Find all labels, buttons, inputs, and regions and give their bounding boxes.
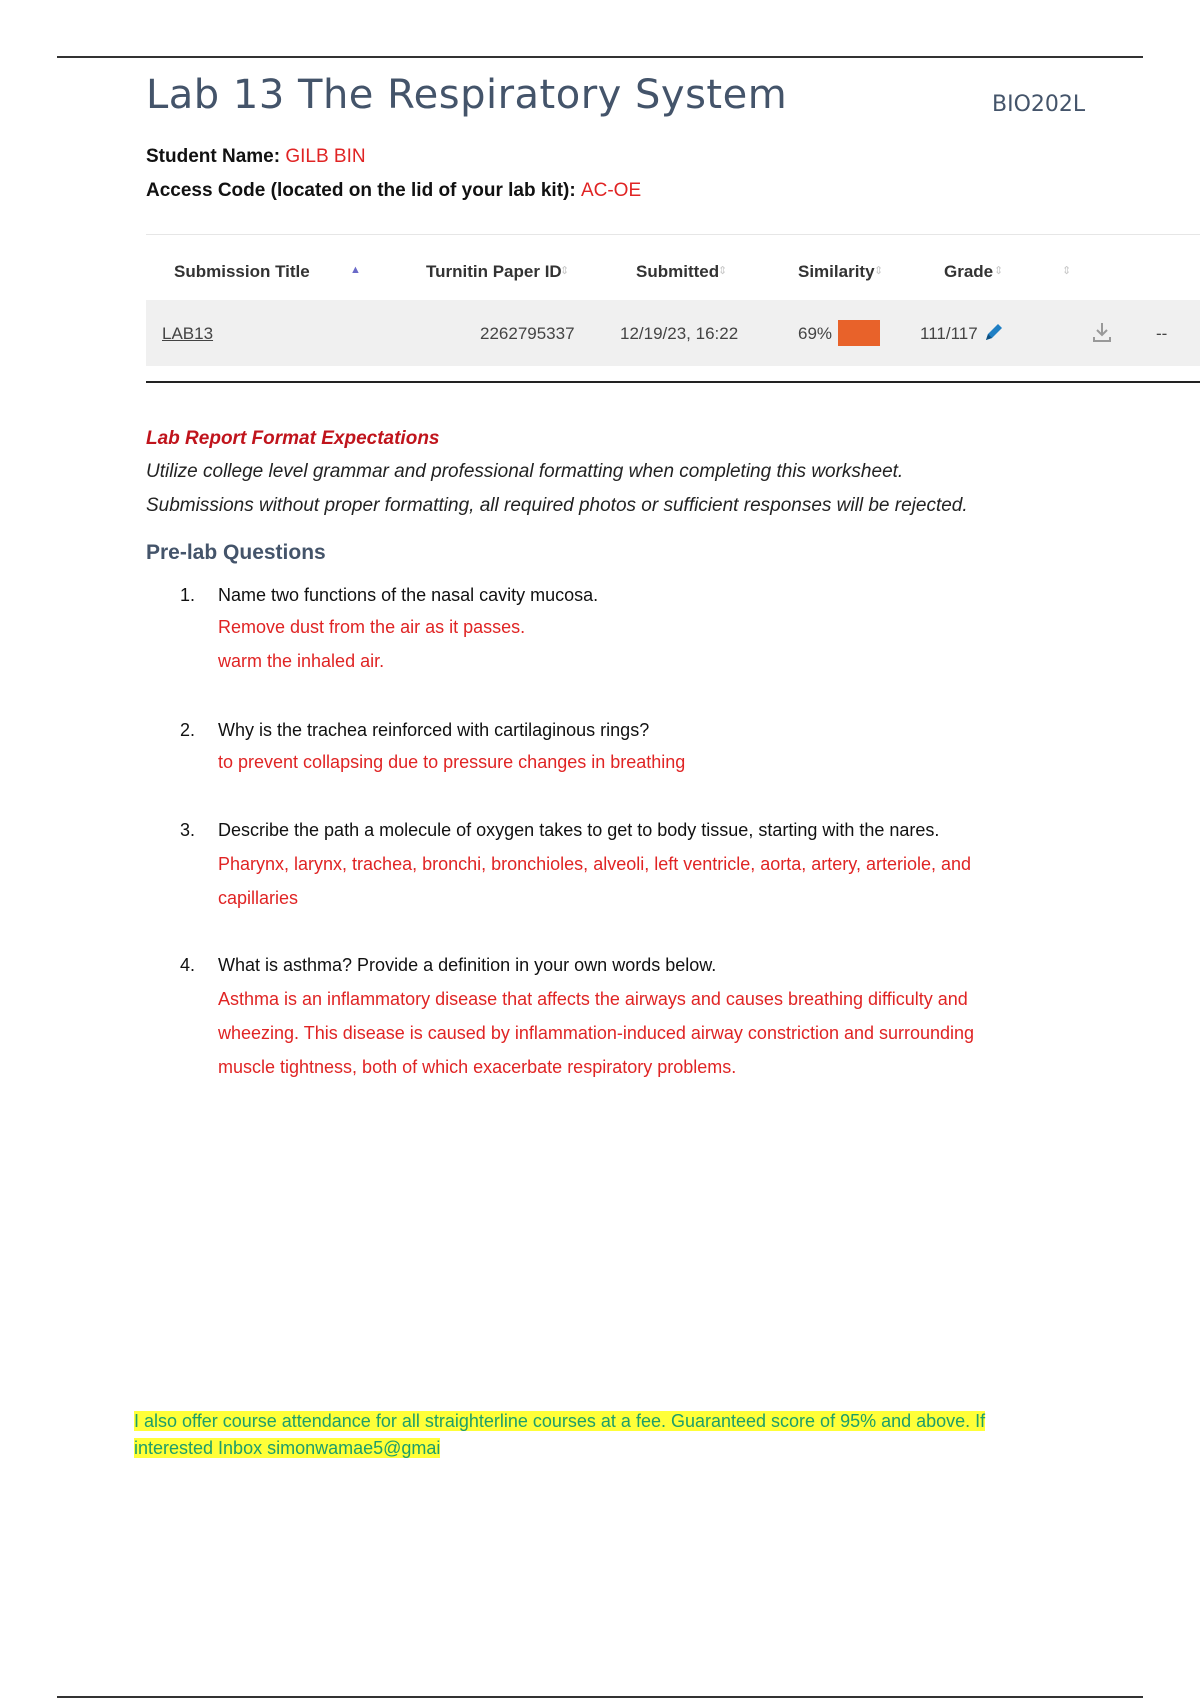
question-number: 1.	[180, 585, 196, 605]
sort-icon[interactable]: ⇕	[560, 265, 570, 277]
access-code-label: Access Code (located on the lid of your lab kit):	[146, 180, 576, 201]
student-name-label: Student Name:	[146, 146, 281, 167]
paper-id-value: 2262795337	[480, 324, 575, 343]
header-similarity[interactable]: Similarity	[798, 262, 875, 281]
prelab-heading: Pre-lab Questions	[146, 541, 326, 564]
promo-note	[134, 1408, 985, 1462]
format-expectations-line: Utilize college level grammar and professional formatting when completing this worksheet.	[146, 461, 904, 482]
question-number: 2.	[180, 720, 196, 740]
submission-title-link[interactable]: LAB13	[162, 324, 214, 343]
promo-line: interested Inbox simonwamae5@gmai	[134, 1438, 441, 1458]
download-icon[interactable]	[1090, 320, 1114, 344]
more-options[interactable]: --	[1156, 324, 1168, 343]
question-number: 4.	[180, 955, 196, 975]
access-code-field	[146, 180, 641, 202]
document-title: Lab 13 The Respiratory System	[146, 72, 788, 118]
sort-icon[interactable]: ⇕	[874, 265, 884, 277]
header-submission-title[interactable]: Submission Title	[174, 262, 310, 281]
top-rule	[57, 56, 1143, 58]
answer-line: Asthma is an inflammatory disease that affects the airways and causes breathing difficulty and	[218, 989, 968, 1009]
grade-value: 111/117	[920, 324, 978, 343]
question-text: What is asthma? Provide a definition in your own words below.	[218, 955, 717, 975]
answer-line: wheezing. This disease is caused by inflammation-induced airway constriction and surrounding	[218, 1023, 975, 1043]
answer-line: warm the inhaled air.	[218, 651, 385, 671]
similarity-value[interactable]: 69%	[798, 324, 833, 343]
answer-line: Remove dust from the air as it passes.	[218, 617, 526, 637]
table-row	[146, 300, 1200, 366]
student-name-field	[146, 146, 366, 168]
question-text: Why is the trachea reinforced with cartilaginous rings?	[218, 720, 650, 740]
sort-icon[interactable]: ⇕	[718, 265, 728, 277]
answer-line: to prevent collapsing due to pressure changes in breathing	[218, 752, 686, 772]
answer-line: capillaries	[218, 888, 299, 908]
answer-line: Pharynx, larynx, trachea, bronchi, bronchioles, alveoli, left ventricle, aorta, artery, arteriole, and	[218, 854, 972, 874]
format-expectations-line: Submissions without proper formatting, all required photos or sufficient responses will be rejected.	[146, 495, 968, 516]
pencil-icon[interactable]	[982, 320, 1006, 344]
student-name-value: GILB BIN	[285, 146, 366, 167]
submitted-value: 12/19/23, 16:22	[620, 324, 739, 343]
access-code-value: AC-OE	[580, 180, 642, 201]
bottom-rule	[57, 1696, 1143, 1698]
sort-icon[interactable]: ⇕	[994, 265, 1004, 277]
table-bottom-divider	[146, 381, 1200, 383]
table-top-divider	[146, 234, 1200, 235]
promo-line: I also offer course attendance for all straighterline courses at a fee. Guaranteed score of 95% and above. If	[134, 1411, 986, 1431]
question-text: Describe the path a molecule of oxygen takes to get to body tissue, starting with the nares.	[218, 820, 940, 840]
sort-asc-icon[interactable]: ▲	[350, 264, 361, 276]
header-grade[interactable]: Grade	[944, 262, 994, 281]
submission-table	[146, 234, 1200, 384]
header-paper-id[interactable]: Turnitin Paper ID	[426, 262, 562, 281]
format-expectations-title: Lab Report Format Expectations	[146, 428, 440, 449]
similarity-color-bar[interactable]	[838, 320, 880, 346]
header-submitted[interactable]: Submitted	[636, 262, 720, 281]
question-text: Name two functions of the nasal cavity mucosa.	[218, 585, 599, 605]
table-header	[146, 246, 1200, 296]
sort-icon[interactable]: ⇕	[1062, 265, 1072, 277]
question-number: 3.	[180, 820, 196, 840]
course-code: BIO202L	[992, 92, 1086, 117]
answer-line: muscle tightness, both of which exacerbate respiratory problems.	[218, 1057, 737, 1077]
